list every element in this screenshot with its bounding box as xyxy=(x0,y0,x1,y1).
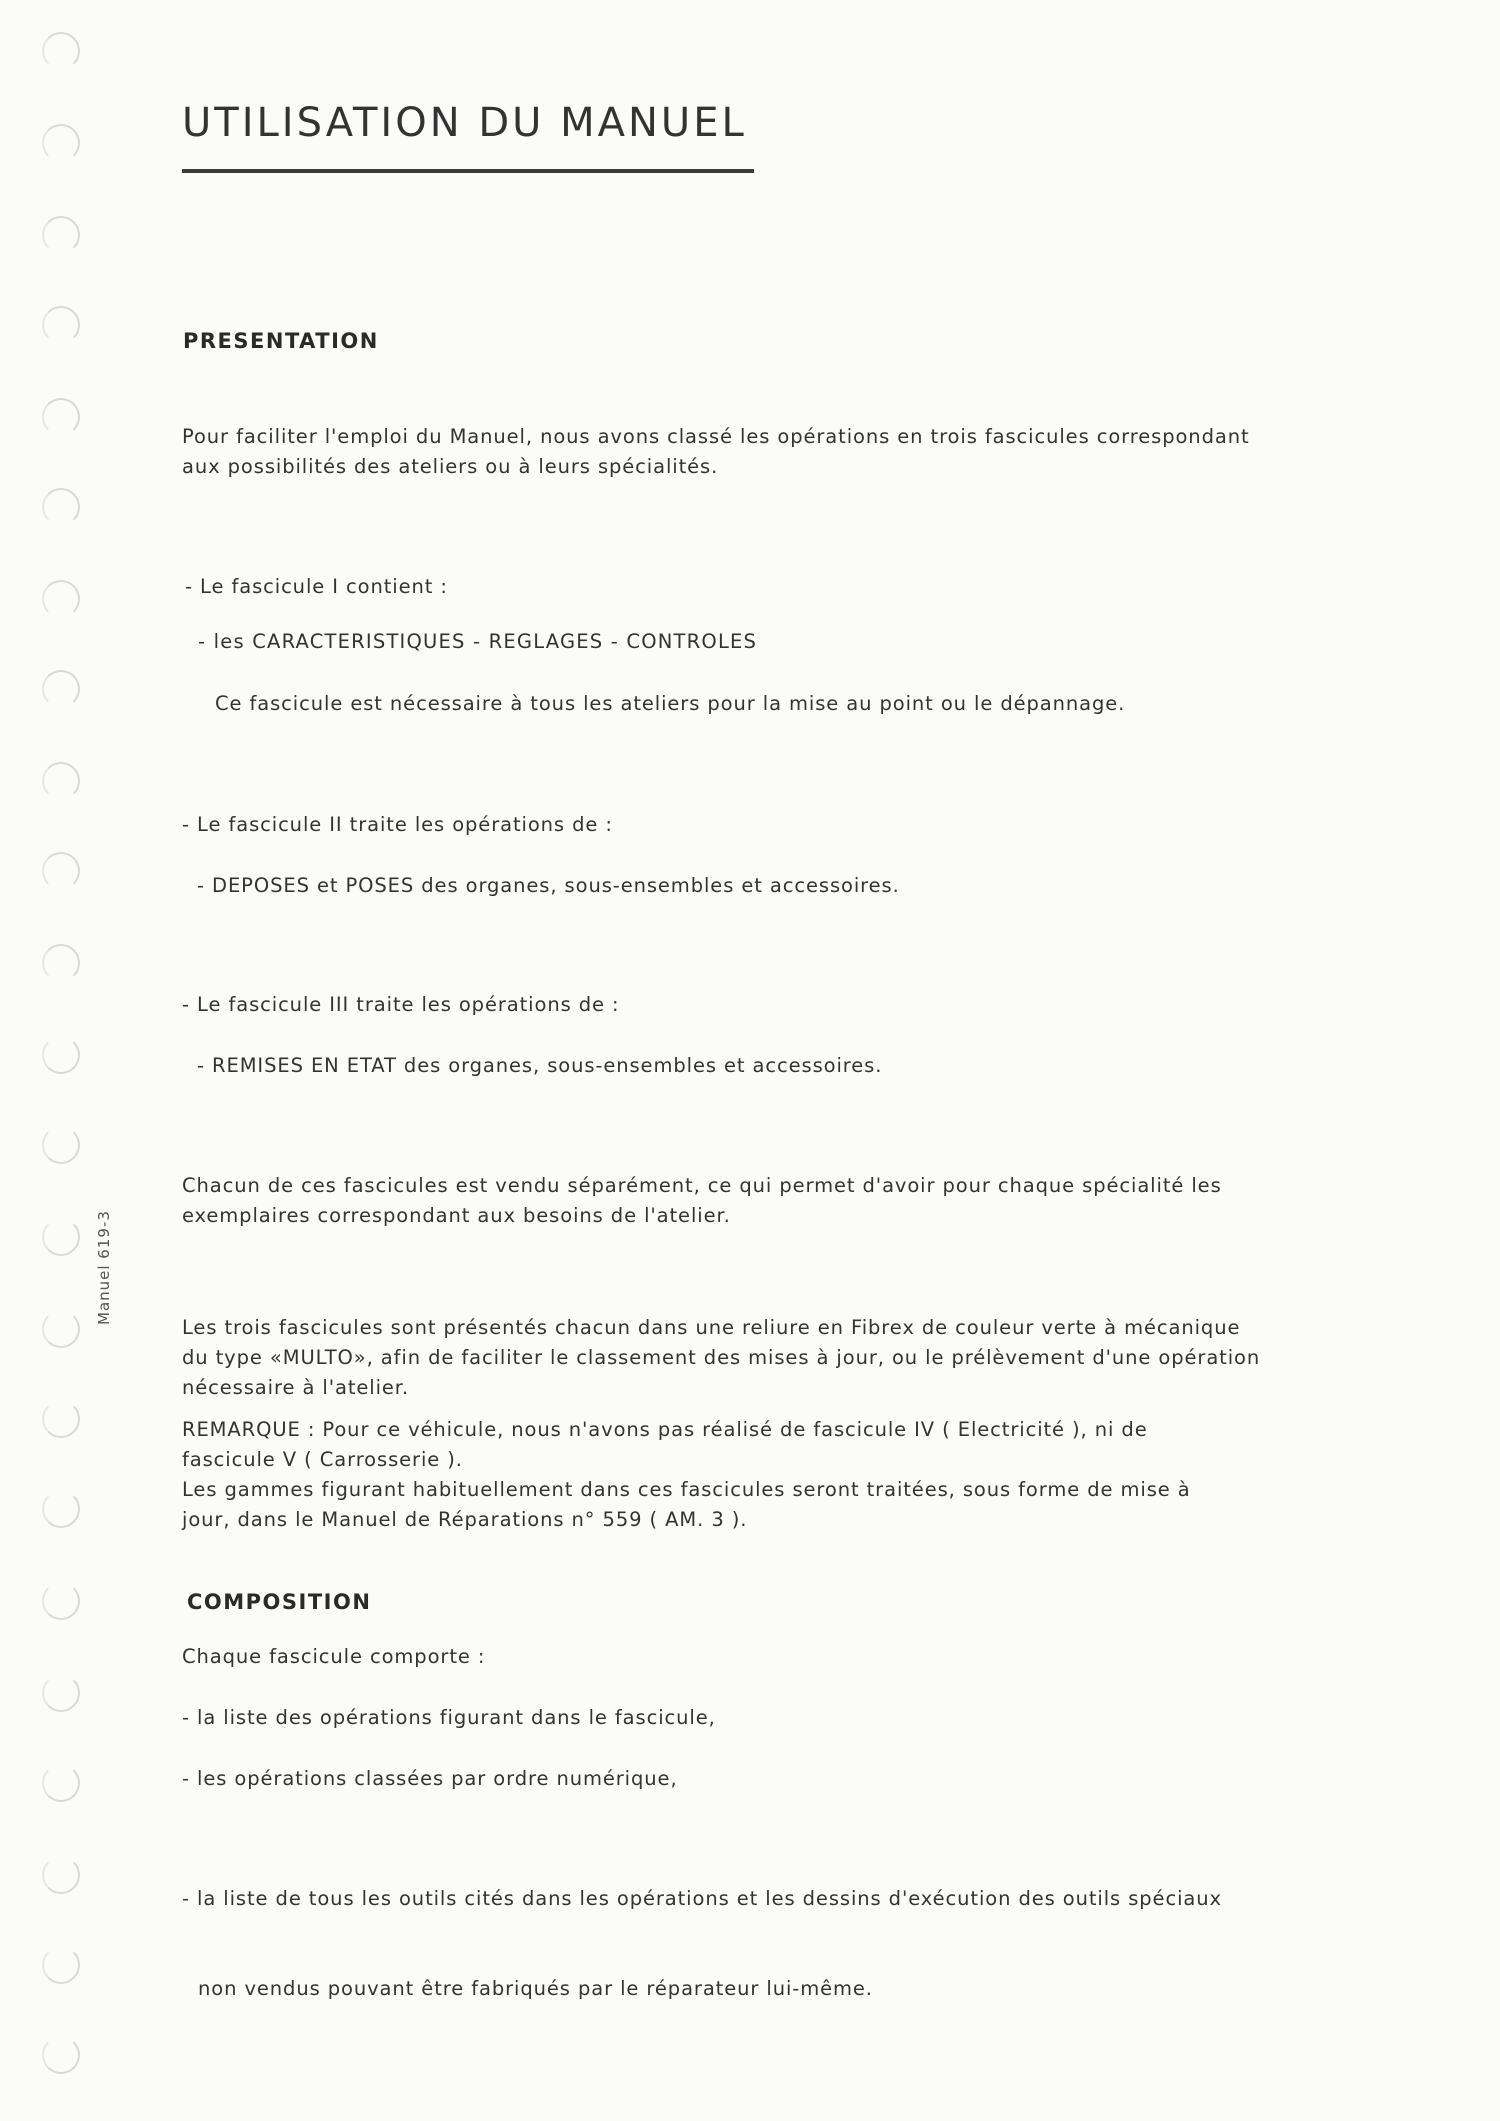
title-underline xyxy=(182,169,754,173)
binder-hole xyxy=(42,1310,80,1348)
fascicule-3-lead: - Le fascicule III traite les opérations de : xyxy=(182,993,620,1016)
text-line: non vendus pouvant être fabriqués par le réparateur lui-même. xyxy=(198,1977,873,2000)
binder-hole xyxy=(42,1946,80,1984)
binder-hole xyxy=(42,488,80,526)
composition-lead: Chaque fascicule comporte : xyxy=(182,1645,486,1668)
binding-paragraph xyxy=(182,1313,1322,1403)
binder-hole xyxy=(42,124,80,162)
remark-paragraph xyxy=(182,1415,1322,1535)
fascicule-1-item: - les CARACTERISTIQUES - REGLAGES - CONTROLES xyxy=(198,630,758,653)
binder-hole xyxy=(42,944,80,982)
binder-hole xyxy=(42,762,80,800)
text-line: Pour faciliter l'emploi du Manuel, nous avons classé les opérations en trois fascicules correspondant xyxy=(182,425,1250,448)
text-line: jour, dans le Manuel de Réparations n° 559 ( AM. 3 ). xyxy=(182,1508,748,1531)
text-line: Les gammes figurant habituellement dans ces fascicules seront traitées, sous forme de mise à xyxy=(182,1478,1191,1501)
composition-item-2: - les opérations classées par ordre numérique, xyxy=(182,1767,678,1790)
binder-hole xyxy=(42,1582,80,1620)
binder-hole xyxy=(42,852,80,890)
composition-item-1: - la liste des opérations figurant dans le fascicule, xyxy=(182,1706,716,1729)
composition-item-3 xyxy=(182,1824,1322,2064)
fascicule-2-lead: - Le fascicule II traite les opérations de : xyxy=(182,813,613,836)
fascicule-2-item: - DEPOSES et POSES des organes, sous-ensembles et accessoires. xyxy=(197,874,900,897)
fascicule-1-lead: - Le fascicule I contient : xyxy=(185,575,448,598)
binder-hole xyxy=(42,1490,80,1528)
section-heading-presentation: PRESENTATION xyxy=(183,329,379,353)
binder-hole xyxy=(42,1764,80,1802)
binder-hole xyxy=(42,1856,80,1894)
binder-hole xyxy=(42,306,80,344)
text-line: du type «MULTO», afin de faciliter le classement des mises à jour, ou le prélèvement d'une opération xyxy=(182,1346,1261,1369)
text-line: fascicule V ( Carrosserie ). xyxy=(182,1448,463,1471)
section-heading-composition: COMPOSITION xyxy=(187,1590,372,1614)
binder-hole xyxy=(42,2036,80,2074)
text-line: exemplaires correspondant aux besoins de l'atelier. xyxy=(182,1204,731,1227)
binder-hole xyxy=(42,1126,80,1164)
text-line: aux possibilités des ateliers ou à leurs spécialités. xyxy=(182,455,719,478)
intro-paragraph xyxy=(182,422,1322,482)
text-line: REMARQUE : Pour ce véhicule, nous n'avons pas réalisé de fascicule IV ( Electricité ), ni de xyxy=(182,1418,1148,1441)
text-line: nécessaire à l'atelier. xyxy=(182,1376,410,1399)
text-line: Chacun de ces fascicules est vendu séparément, ce qui permet d'avoir pour chaque spécialité les xyxy=(182,1174,1222,1197)
text-line: Les trois fascicules sont présentés chacun dans une reliure en Fibrex de couleur verte à mécanique xyxy=(182,1316,1241,1339)
binder-hole xyxy=(42,1218,80,1256)
binder-hole xyxy=(42,1036,80,1074)
page-title: UTILISATION DU MANUEL xyxy=(182,100,747,146)
fascicule-3-item: - REMISES EN ETAT des organes, sous-ensembles et accessoires. xyxy=(197,1054,883,1077)
binder-hole xyxy=(42,398,80,436)
text-line: - la liste de tous les outils cités dans les opérations et les dessins d'exécution des outils spéciaux xyxy=(182,1887,1222,1910)
binder-hole xyxy=(42,32,80,70)
fascicule-1-note: Ce fascicule est nécessaire à tous les ateliers pour la mise au point ou le dépannage. xyxy=(215,692,1126,715)
binder-hole xyxy=(42,580,80,618)
binder-hole xyxy=(42,1400,80,1438)
binder-hole xyxy=(42,216,80,254)
binder-hole xyxy=(42,670,80,708)
binder-hole xyxy=(42,1674,80,1712)
manual-reference: Manuel 619-3 xyxy=(95,1210,113,1325)
sales-paragraph xyxy=(182,1171,1322,1231)
